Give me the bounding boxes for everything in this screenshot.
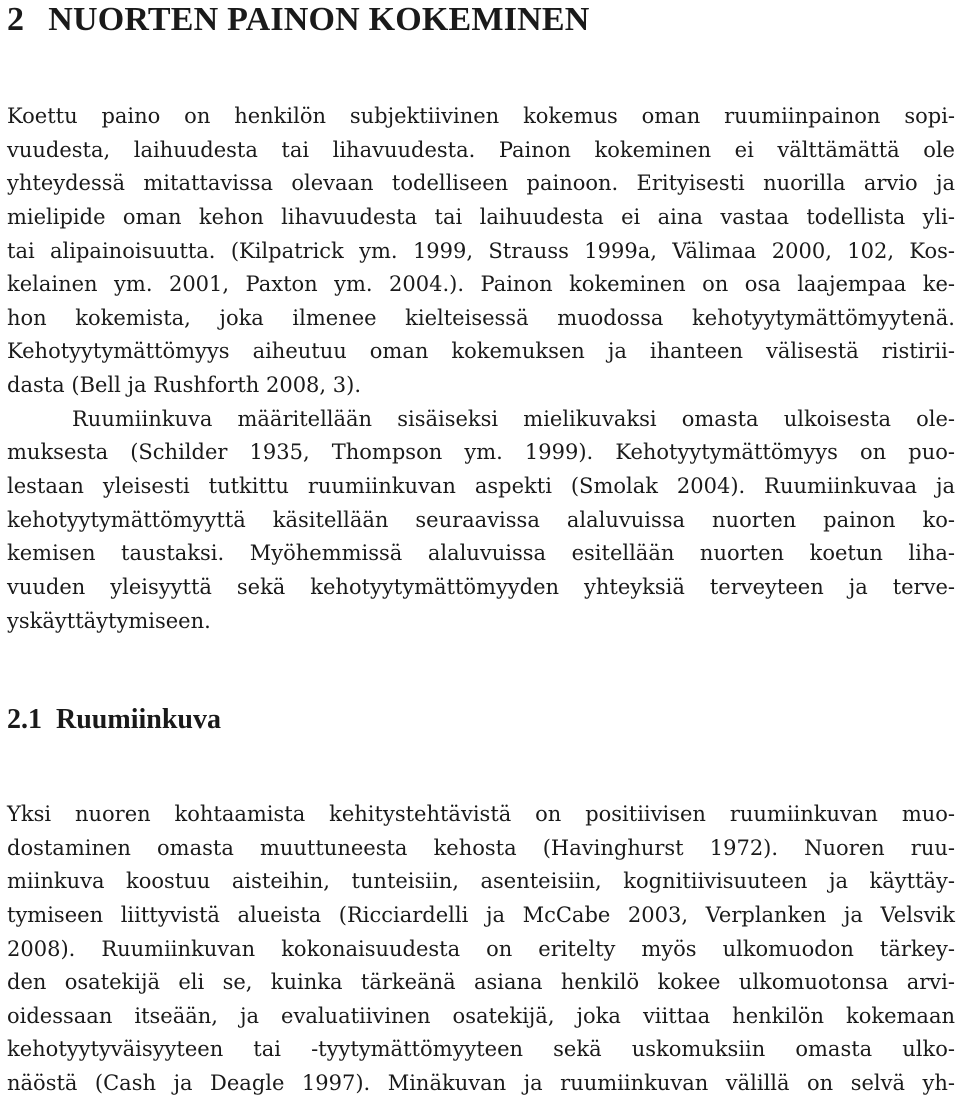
text-line: miinkuva koostuu aisteihin, tunteisiin, asenteisiin, kognitiivisuuteen ja käyttäy-	[7, 869, 955, 894]
text-line: tai alipainoisuutta. (Kilpatrick ym. 1999, Strauss 1999a, Välimaa 2000, 102, Kos-	[7, 238, 955, 263]
paragraph-intro	[7, 100, 955, 403]
text-line: vuudesta, laihuudesta tai lihavuudesta. Painon kokeminen ei välttämättä ole	[7, 137, 955, 162]
text-line: vuuden yleisyyttä sekä kehotyytymättömyyden yhteyksiä terveyteen ja terve-	[7, 575, 955, 600]
text-line: 2008). Ruumiinkuvan kokonaisuudesta on eritelty myös ulkomuodon tärkey-	[7, 936, 955, 961]
text-line: tymiseen liittyvistä alueista (Ricciardelli ja McCabe 2003, Verplanken ja Velsvik	[7, 902, 955, 927]
text-line: kehotyytymättömyyttä käsitellään seuraavissa alaluvuissa nuorten painon ko-	[7, 507, 955, 532]
text-line: kelainen ym. 2001, Paxton ym. 2004.). Painon kokeminen on osa laajempaa ke-	[7, 272, 955, 297]
text-line: lestaan yleisesti tutkittu ruumiinkuvan aspekti (Smolak 2004). Ruumiinkuvaa ja	[7, 474, 955, 499]
section-number: 2.1	[7, 704, 42, 735]
section-heading	[7, 703, 221, 737]
text-line: muksesta (Schilder 1935, Thompson ym. 1999). Kehotyytymättömyys on puo-	[7, 440, 955, 465]
text-line: mielipide oman kehon lihavuudesta tai laihuudesta ei aina vastaa todellista yli-	[7, 204, 955, 229]
text-line: yhteydessä mitattavissa olevaan todelliseen painoon. Erityisesti nuorilla arvio ja	[7, 171, 955, 196]
text-line: näöstä (Cash ja Deagle 1997). Minäkuvan ja ruumiinkuvan välillä on selvä yh-	[7, 1071, 955, 1096]
text-line: Ruumiinkuva määritellään sisäiseksi mielikuvaksi omasta ulkoisesta ole-	[72, 406, 955, 431]
section-title: Ruumiinkuva	[56, 704, 221, 735]
text-line: dostaminen omasta muuttuneesta kehosta (Havinghurst 1972). Nuoren ruu-	[7, 835, 955, 860]
chapter-number: 2	[7, 1, 25, 38]
paragraph-section-body	[7, 798, 955, 1101]
text-line: kehotyytyväisyyteen tai -tyytymättömyyteen sekä uskomuksiin omasta ulko-	[7, 1037, 955, 1062]
text-line: Yksi nuoren kohtaamista kehitystehtävistä on positiivisen ruumiinkuvan muo-	[7, 802, 955, 826]
text-line: hon kokemista, joka ilmenee kielteisessä muodossa kehotyytymättömyytenä.	[7, 305, 955, 330]
text-line: Koettu paino on henkilön subjektiivinen kokemus oman ruumiinpainon sopi-	[7, 104, 955, 128]
text-line: den osatekijä eli se, kuinka tärkeänä asiana henkilö kokee ulkomuotonsa arvi-	[7, 970, 955, 995]
text-line: Kehotyytymättömyys aiheutuu oman kokemuksen ja ihanteen välisestä ristirii-	[7, 339, 955, 364]
text-line: kemisen taustaksi. Myöhemmissä alaluvuissa esitellään nuorten koetun liha-	[7, 541, 955, 566]
paragraph-ruumiinkuva-intro	[7, 403, 955, 638]
chapter-title: NUORTEN PAINON KOKEMINEN	[48, 1, 590, 38]
text-line: oidessaan itseään, ja evaluatiivinen osatekijä, joka viittaa henkilön kokemaan	[7, 1003, 955, 1028]
text-line: dasta (Bell ja Rushforth 2008, 3).	[7, 373, 361, 398]
text-line: yskäyttäytymiseen.	[7, 608, 211, 633]
chapter-heading	[7, 0, 590, 40]
